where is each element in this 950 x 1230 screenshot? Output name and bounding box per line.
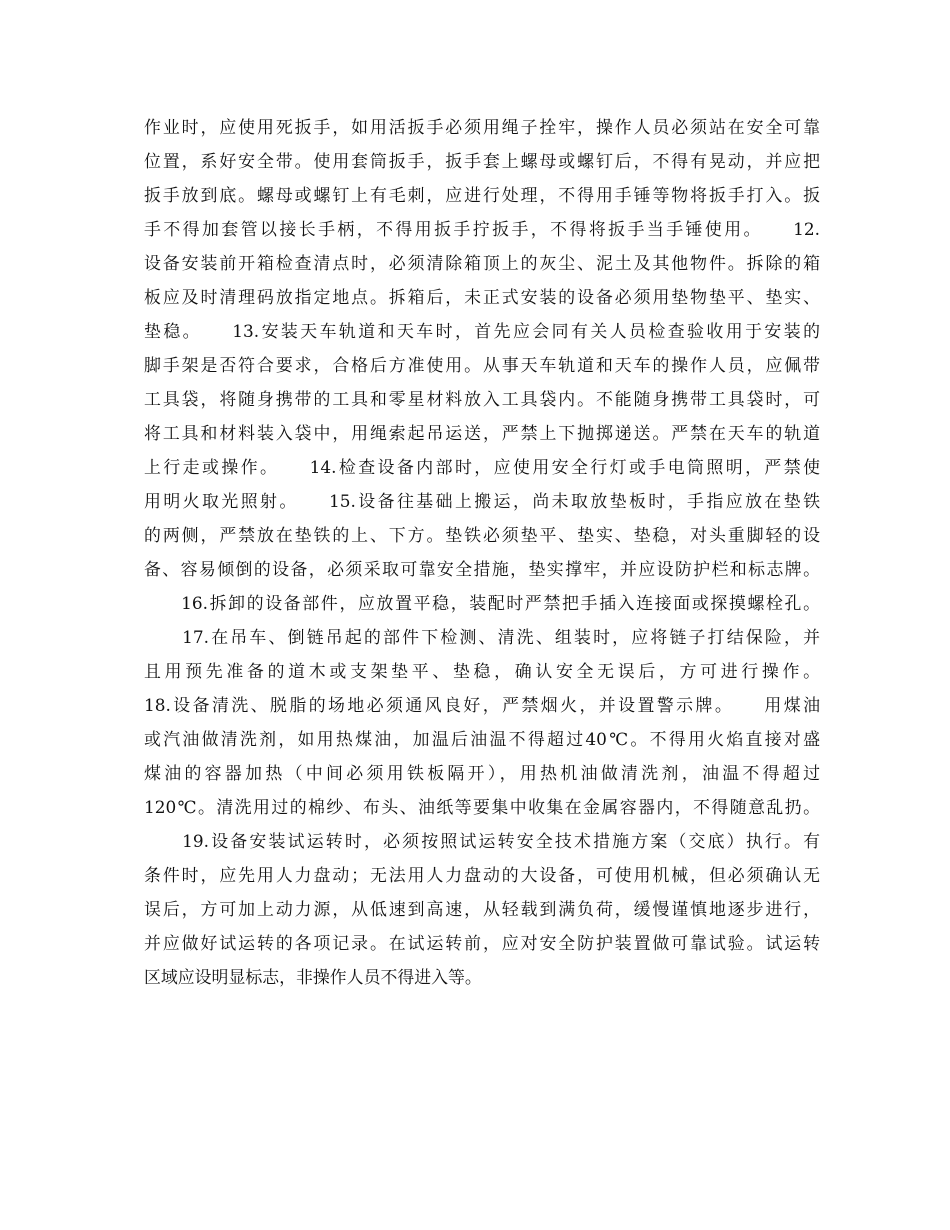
paragraph-line: 区域应设明显标志，非操作人员不得进入等。 [144, 967, 482, 987]
paragraph-line: 备、容易倾倒的设备，必须采取可靠安全措施，垫实撑牢，并应设防护栏和标志牌。 [144, 559, 820, 579]
paragraph-line: 板应及时清理码放指定地点。拆箱后，未正式安装的设备必须用垫物垫平、垫实、 [144, 287, 820, 307]
paragraph-line: 作业时，应使用死扳手，如用活扳手必须用绳子拴牢，操作人员必须站在安全可靠 [144, 117, 820, 137]
paragraph-line: 并应做好试运转的各项记录。在试运转前，应对安全防护装置做可靠试验。试运转 [144, 933, 820, 953]
paragraph-line: 的两侧，严禁放在垫铁的上、下方。垫铁必须垫平、垫实、垫稳，对头重脚轻的设 [144, 525, 820, 545]
paragraph-line: 误后，方可加上动力源，从低速到高速，从轻载到满负荷，缓慢谨慎地逐步进行， [144, 899, 820, 919]
paragraph-line: 手不得加套管以接长手柄，不得用扳手拧扳手，不得将扳手当手锤使用。 12. [144, 219, 820, 239]
paragraph-line: 120℃。清洗用过的棉纱、布头、油纸等要集中收集在金属容器内，不得随意乱扔。 [144, 797, 820, 817]
paragraph-line: 位置，系好安全带。使用套筒扳手，扳手套上螺母或螺钉后，不得有晃动，并应把 [144, 151, 820, 171]
paragraph-line: 将工具和材料装入袋中，用绳索起吊运送，严禁上下抛掷递送。严禁在天车的轨道 [144, 423, 820, 443]
paragraph-line: 上行走或操作。 14.检查设备内部时，应使用安全行灯或手电筒照明，严禁使 [144, 457, 820, 477]
paragraph-line: 16.拆卸的设备部件，应放置平稳，装配时严禁把手插入连接面或探摸螺栓孔。 [144, 593, 820, 613]
paragraph-line: 18.设备清洗、脱脂的场地必须通风良好，严禁烟火，并设置警示牌。 用煤油 [144, 695, 820, 715]
paragraph-line: 工具袋，将随身携带的工具和零星材料放入工具袋内。不能随身携带工具袋时，可 [144, 389, 820, 409]
paragraph-line: 设备安装前开箱检查清点时，必须清除箱顶上的灰尘、泥土及其他物件。拆除的箱 [144, 253, 820, 273]
paragraph-line: 垫稳。 13.安装天车轨道和天车时，首先应会同有关人员检查验收用于安装的 [144, 321, 820, 341]
paragraph-line: 17.在吊车、倒链吊起的部件下检测、清洗、组装时，应将链子打结保险，并 [144, 627, 820, 647]
paragraph-line: 脚手架是否符合要求，合格后方准使用。从事天车轨道和天车的操作人员，应佩带 [144, 355, 820, 375]
document-body [144, 110, 820, 994]
paragraph-line: 或汽油做清洗剂，如用热煤油，加温后油温不得超过40℃。不得用火焰直接对盛 [144, 729, 820, 749]
paragraph-line: 且用预先准备的道木或支架垫平、垫稳，确认安全无误后，方可进行操作。 [144, 661, 820, 681]
paragraph-line: 19.设备安装试运转时，必须按照试运转安全技术措施方案（交底）执行。有 [144, 831, 820, 851]
paragraph-line: 条件时，应先用人力盘动；无法用人力盘动的大设备，可使用机械，但必须确认无 [144, 865, 820, 885]
paragraph-line: 扳手放到底。螺母或螺钉上有毛刺，应进行处理，不得用手锤等物将扳手打入。扳 [144, 185, 820, 205]
paragraph-line: 煤油的容器加热（中间必须用铁板隔开），用热机油做清洗剂，油温不得超过 [144, 763, 820, 783]
paragraph-line: 用明火取光照射。 15.设备往基础上搬运，尚未取放垫板时，手指应放在垫铁 [144, 491, 820, 511]
